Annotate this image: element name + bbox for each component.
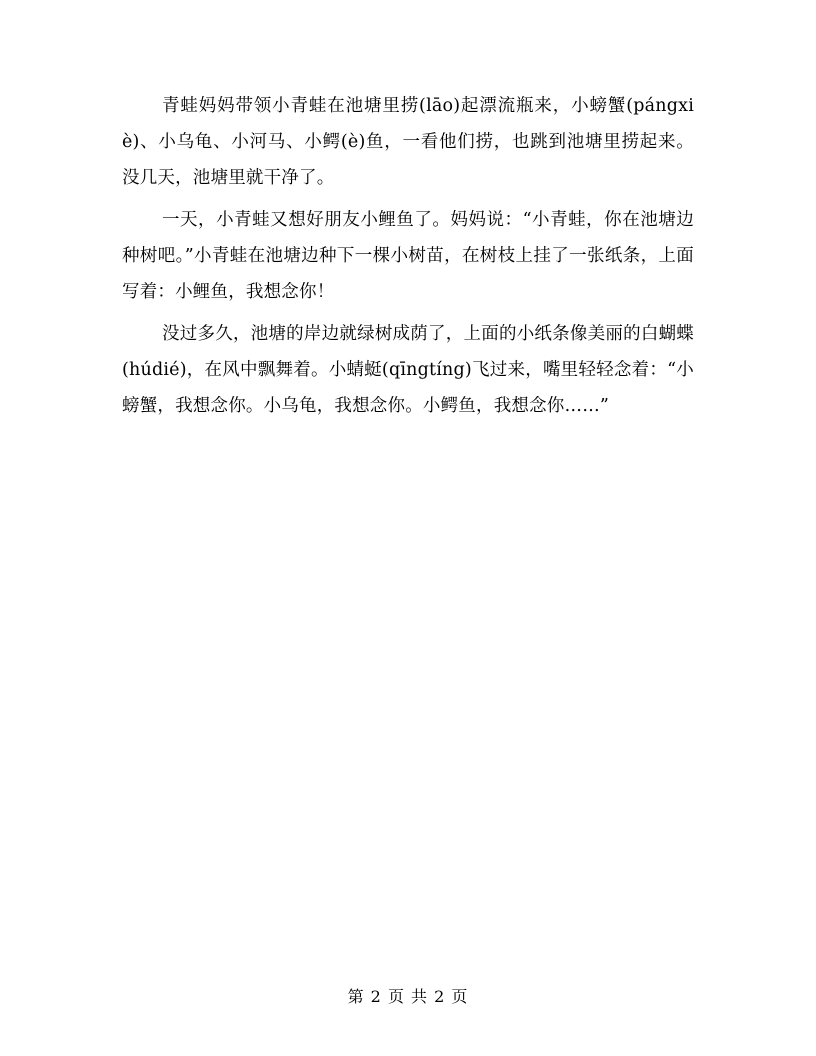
document-body bbox=[122, 88, 694, 430]
paragraph-2: 一天，小青蛙又想好朋友小鲤鱼了。妈妈说：“小青蛙，你在池塘边种树吧。”小青蛙在池塘边种下一棵小树苗，在树枝上挂了一张纸条，上面写着：小鲤鱼，我想念你！ bbox=[122, 210, 694, 302]
paragraph-1: 青蛙妈妈带领小青蛙在池塘里捞(lāo)起漂流瓶来，小螃蟹(pángxiè)、小乌龟、小河马、小鳄(è)鱼，一看他们捞，也跳到池塘里捞起来。没几天，池塘里就干净了。 bbox=[122, 96, 694, 188]
paragraph-3: 没过多久，池塘的岸边就绿树成荫了，上面的小纸条像美丽的白蝴蝶(húdié)，在风中飘舞着。小蜻蜓(qīngtíng)飞过来，嘴里轻轻念着：“小螃蟹，我想念你。小乌龟，我想念你。小鳄鱼，我想念你……” bbox=[122, 324, 694, 416]
page-number-footer: 第 2 页 共 2 页 bbox=[347, 987, 469, 1006]
